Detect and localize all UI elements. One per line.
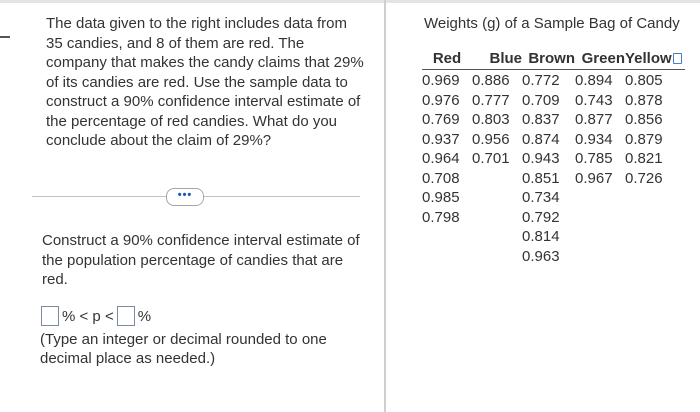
table-cell: 0.874 <box>522 130 560 148</box>
table-cell: 0.726 <box>625 169 663 187</box>
table-cell: 0.969 <box>422 72 460 89</box>
question-panel <box>28 0 384 412</box>
table-cell: 0.709 <box>522 91 560 109</box>
table-cell: 0.937 <box>422 130 460 148</box>
table-cell: 0.879 <box>625 130 663 148</box>
column-brown <box>522 71 575 266</box>
table-cell: 0.963 <box>522 247 560 265</box>
table-cell: 0.708 <box>422 169 460 187</box>
column-green <box>575 71 625 266</box>
collapse-handle[interactable] <box>0 36 10 38</box>
table-cell: 0.877 <box>575 111 613 128</box>
interval-suffix: % <box>137 307 152 325</box>
answer-format-hint: (Type an integer or decimal rounded to one decimal place as needed.) <box>40 331 327 367</box>
header-green: Green <box>581 50 625 67</box>
table-cell: 0.964 <box>422 150 460 167</box>
table-cell: 0.785 <box>575 150 613 167</box>
confidence-interval-row <box>41 305 154 327</box>
data-panel <box>386 0 700 412</box>
table-body <box>422 70 685 266</box>
table-cell: 0.856 <box>625 111 663 128</box>
table-cell: 0.769 <box>422 111 460 128</box>
table-cell: 0.851 <box>522 169 560 187</box>
copy-icon[interactable] <box>673 53 682 64</box>
table-title: Weights (g) of a Sample Bag of Candy <box>424 15 680 32</box>
table-cell: 0.792 <box>522 208 560 226</box>
table-cell: 0.798 <box>422 208 460 226</box>
table-cell: 0.934 <box>575 130 613 148</box>
column-red <box>422 71 472 266</box>
header-yellow-label: Yellow <box>625 50 672 67</box>
table-cell: 0.814 <box>522 228 560 245</box>
table-cell: 0.701 <box>472 150 510 167</box>
table-cell: 0.777 <box>472 91 510 109</box>
header-yellow <box>625 50 685 69</box>
table-cell: 0.878 <box>625 91 663 109</box>
header-red: Red <box>432 50 462 67</box>
table-cell: 0.772 <box>522 72 560 89</box>
table-cell: 0.743 <box>575 91 613 109</box>
table-cell: 0.837 <box>522 111 560 128</box>
instruction-text: Construct a 90% confidence interval estimate of the population percentage of candies that are red. <box>42 232 360 288</box>
table-cell: 0.985 <box>422 189 460 206</box>
table-cell: 0.821 <box>625 150 663 167</box>
table-cell: 0.967 <box>575 169 613 187</box>
header-blue: Blue <box>489 50 522 67</box>
column-blue <box>472 71 522 266</box>
header-brown: Brown <box>528 50 575 67</box>
lower-bound-input[interactable] <box>41 306 59 326</box>
question-text: The data given to the right includes data from 35 candies, and 8 of them are red. The company that makes the candy claims that 29% of its candies are red. Use the sample data to construct a 90% confidence interval estimate of the percentage of red candies. What do you conclude about the claim of 29%? <box>46 15 364 149</box>
table-header-row <box>422 50 685 70</box>
candy-weights-table <box>422 50 685 266</box>
table-cell: 0.886 <box>472 72 510 89</box>
table-cell: 0.976 <box>422 91 460 109</box>
table-cell: 0.894 <box>575 72 613 89</box>
interval-middle-text: % < p < <box>62 307 114 325</box>
upper-bound-input[interactable] <box>117 306 135 326</box>
table-cell: 0.943 <box>522 150 560 167</box>
column-yellow <box>625 71 685 266</box>
table-cell: 0.803 <box>472 111 510 128</box>
table-cell: 0.734 <box>522 189 560 206</box>
table-cell: 0.956 <box>472 130 510 148</box>
show-more-button[interactable]: ••• <box>166 188 204 206</box>
table-cell: 0.805 <box>625 72 663 89</box>
